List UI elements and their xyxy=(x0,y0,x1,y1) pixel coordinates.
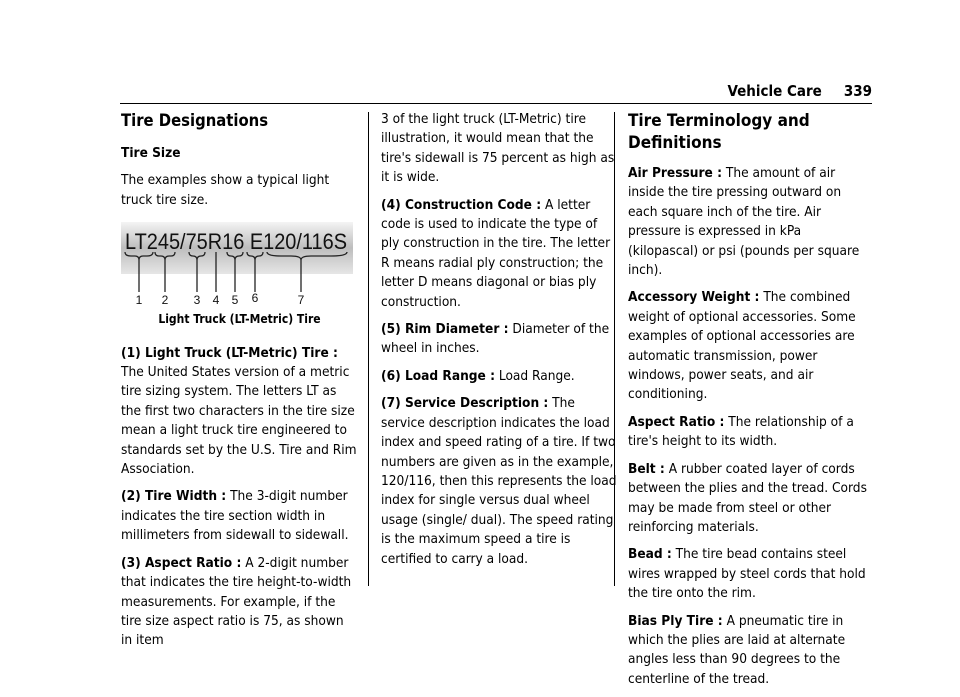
subheading-tire-size: Tire Size xyxy=(121,145,181,161)
definition-text: The combined weight of optional accessories. Some examples of optional accessories are automatic transmission, power windows, power seats, and air conditioning. xyxy=(628,289,856,403)
definition-term: (1) Light Truck (LT-Metric) Tire : xyxy=(121,344,338,361)
definition-text: The amount of air inside the tire pressing outward on each square inch of the tire. Air pressure is expressed in kPa (kilopascal) or psi (pounds per square inch). xyxy=(628,165,860,279)
tire-code-text: LT245/75R16 E120/116S xyxy=(125,229,347,255)
definition-term: Air Pressure : xyxy=(628,165,722,181)
definition-item xyxy=(381,394,617,569)
intro-paragraph: The examples show a typical light truck tire size. xyxy=(121,172,330,208)
tire-size-illustration xyxy=(121,222,353,306)
definition-text: The 3-digit number indicates the tire section width in millimeters from sidewall to sidewall. xyxy=(121,488,349,544)
definition-term: (3) Aspect Ratio : xyxy=(121,554,242,571)
definition-term: (4) Construction Code : xyxy=(381,196,542,213)
definition-item xyxy=(381,320,617,359)
definition-term: Aspect Ratio : xyxy=(628,413,725,430)
definition-item xyxy=(121,554,358,651)
definition-term: Belt : xyxy=(628,460,665,477)
definition-term: (6) Load Range : xyxy=(381,367,495,384)
definition-text: A letter code is used to indicate the type of ply construction in the tire. The letter R means radial ply construction; the letter D means diagonal or bias ply construction. xyxy=(381,196,611,310)
definition-text: The relationship of a tire's height to its width. xyxy=(628,413,854,450)
definition-item xyxy=(628,413,874,452)
definition-term: (5) Rim Diameter : xyxy=(381,321,509,338)
continued-paragraph: 3 of the light truck (LT-Metric) tire illustration, it would mean that the tire's sidewall is 75 percent as high as it is wide. xyxy=(381,111,615,186)
definition-text: The service description indicates the load index and speed rating of a tire. If two numbers are given as in the example, 120/116, then this represents the load index for single versus dual wheel usage (single/ dual). The speed rating is the maximum speed a tire is certified to carry a load. xyxy=(381,395,617,567)
page-header xyxy=(728,82,872,100)
definition-item xyxy=(381,367,617,386)
column-divider-1 xyxy=(368,112,369,586)
definition-text: A rubber coated layer of cords between the plies and the tread. Cords may be made from steel or other reinforcing materials. xyxy=(628,460,867,535)
callout-2: 2 xyxy=(161,293,169,307)
definition-text: The United States version of a metric tire sizing system. The letters LT as the first two characters in the tire size mean a light truck tire engineered to standards set by the U.S. Tire and Rim Association. xyxy=(121,364,357,478)
definition-text: Load Range. xyxy=(494,367,575,384)
section-heading-tire-designations: Tire Designations xyxy=(121,111,269,130)
definition-text: Diameter of the wheel in inches. xyxy=(381,321,610,357)
callout-3: 3 xyxy=(193,293,201,307)
header-divider xyxy=(120,103,872,104)
figure-caption: Light Truck (LT-Metric) Tire xyxy=(158,312,321,327)
column-2 xyxy=(381,110,617,577)
callout-5: 5 xyxy=(231,293,239,307)
callout-6: 6 xyxy=(251,291,259,306)
definition-item xyxy=(628,164,874,280)
definition-item xyxy=(628,288,874,404)
section-title: Vehicle Care xyxy=(727,82,822,100)
definition-item xyxy=(628,545,874,603)
definition-term: (2) Tire Width : xyxy=(121,488,227,505)
callout-4: 4 xyxy=(212,293,220,307)
definition-item xyxy=(628,460,874,538)
definition-text: A pneumatic tire in which the plies are laid at alternate angles less than 90 degrees to the centerline of the tread. xyxy=(628,612,846,687)
definition-item xyxy=(381,196,617,312)
callout-1: 1 xyxy=(135,293,143,307)
definition-term: Bead : xyxy=(628,546,672,563)
definition-item xyxy=(121,487,358,545)
column-1 xyxy=(121,110,358,659)
page-number: 339 xyxy=(843,82,872,100)
definition-term: Accessory Weight : xyxy=(628,289,760,306)
column-3 xyxy=(628,110,874,697)
callout-7: 7 xyxy=(297,293,305,307)
definition-item xyxy=(121,344,358,480)
definition-term: Bias Ply Tire : xyxy=(628,612,723,629)
definition-text: A 2-digit number that indicates the tire height-to-width measurements. For example, if the tire size aspect ratio is 75, as shown in item xyxy=(121,554,352,649)
definition-term: (7) Service Description : xyxy=(381,395,549,412)
section-heading-tire-terminology: Tire Terminology and Definitions xyxy=(628,111,810,153)
definition-text: The tire bead contains steel wires wrapped by steel cords that hold the tire onto the rim. xyxy=(628,546,866,602)
